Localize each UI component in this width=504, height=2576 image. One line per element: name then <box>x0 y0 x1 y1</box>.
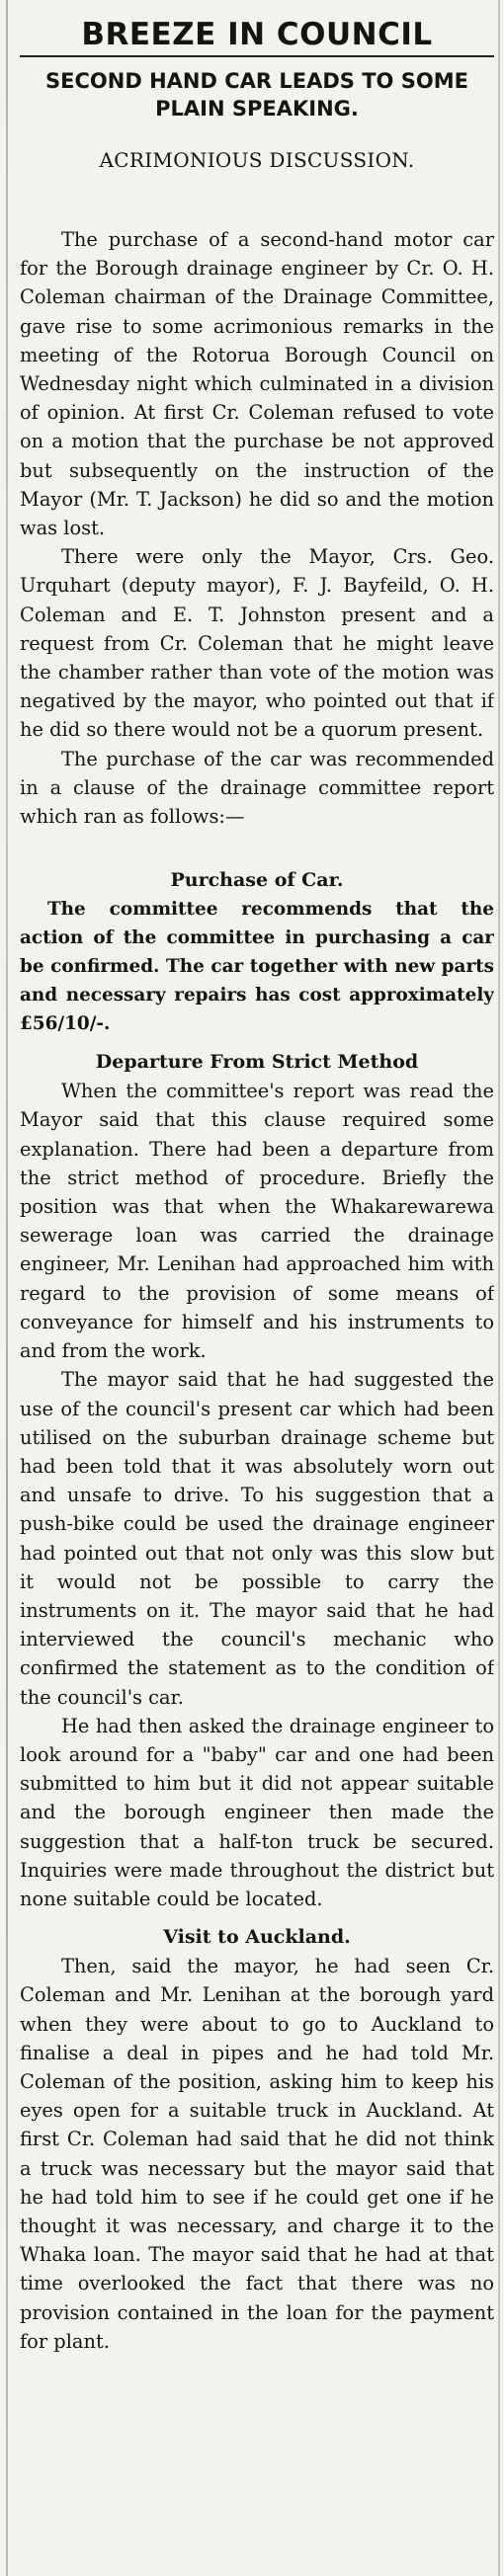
article-deck: ACRIMONIOUS DISCUSSION. <box>99 148 415 172</box>
article-paragraph: When the committee's report was read the Mayor said that this clause required some explanation. There had been a departure from the strict method of procedure. Briefly the position was that when the Whakarewarewa sewerage loan was carried the drainage engineer, Mr. Lenihan had approached him with regard to the provision of some means of conveyance for himself and his instruments to and from the work. <box>20 1080 494 1363</box>
committee-recommendation: The committee recommends that the action of the committee in purchasing a car be confirmed. The car together with new parts and necessary repairs has cost approximately £56/10/-. <box>20 899 494 1035</box>
article-paragraph: He had then asked the drainage engineer to look around for a "baby" car and one had been submitted to him but it did not appear suitable and the borough engineer then made the suggestion that a half-ton truck be secured. Inquiries were made throughout the district but none suitable could be located. <box>20 1714 494 1910</box>
section-heading-purchase: Purchase of Car. <box>170 869 344 892</box>
article-subhead: SECOND HAND CAR LEADS TO SOME PLAIN SPEAKING. <box>45 69 468 121</box>
article-paragraph: There were only the Mayor, Crs. Geo. Urquhart (deputy mayor), F. J. Bayfeild, O. H. Coleman and E. T. Johnston present and a request from Cr. Coleman that he might leave the chamber rather than vote of the motion was negatived by the mayor, who pointed out that if he did so there would not be a quorum present. <box>20 545 494 742</box>
article-paragraph: The purchase of the car was recommended in a clause of the drainage committee report which ran as follows:— <box>20 747 494 829</box>
article-paragraph: Then, said the mayor, he had seen Cr. Coleman and Mr. Lenihan at the borough yard when they were about to go to Auckland to finalise a deal in pipes and he had told Mr. Coleman of the position, asking him to keep his eyes open for a suitable truck in Auckland. At first Cr. Coleman had said that he did not think a truck was necessary but the mayor said that he had told him to see if he could get one if he thought it was necessary, and charge it to the Whaka loan. The mayor said that he had at that time overlooked the fact that there was no provision contained in the loan for the payment for plant. <box>20 1955 494 2353</box>
newspaper-column <box>20 0 494 2576</box>
article-paragraph: The purchase of a second-hand motor car for the Borough drainage engineer by Cr. O. H. Coleman chairman of the Drainage Committee, gave rise to some acrimonious remarks in the meeting of the Rotorua Borough Council on Wednesday night which culminated in a division of opinion. At first Cr. Coleman refused to vote on a motion that the purchase be not approved but subsequently on the instruction of the Mayor (Mr. T. Jackson) he did so and the motion was lost. <box>20 228 494 540</box>
column-rule-right <box>498 0 500 2576</box>
section-heading-departure: Departure From Strict Method <box>95 1051 419 1074</box>
masthead-fragment <box>20 0 494 10</box>
article-paragraph: The mayor said that he had suggested the use of the council's present car which had been utilised on the suburban drainage scheme but had been told that it was absolutely worn out and unsafe to drive. To his suggestion that a push-bike could be used the drainage engineer had pointed out that not only was this slow but it would not be possible to carry the instruments on it. The mayor said that he had interviewed the council's mechanic who confirmed the statement as to the condition of the council's car. <box>20 1368 494 1709</box>
column-rule-left <box>6 0 8 2576</box>
article-headline: BREEZE IN COUNCIL <box>20 16 494 57</box>
section-heading-auckland: Visit to Auckland. <box>163 1926 351 1949</box>
